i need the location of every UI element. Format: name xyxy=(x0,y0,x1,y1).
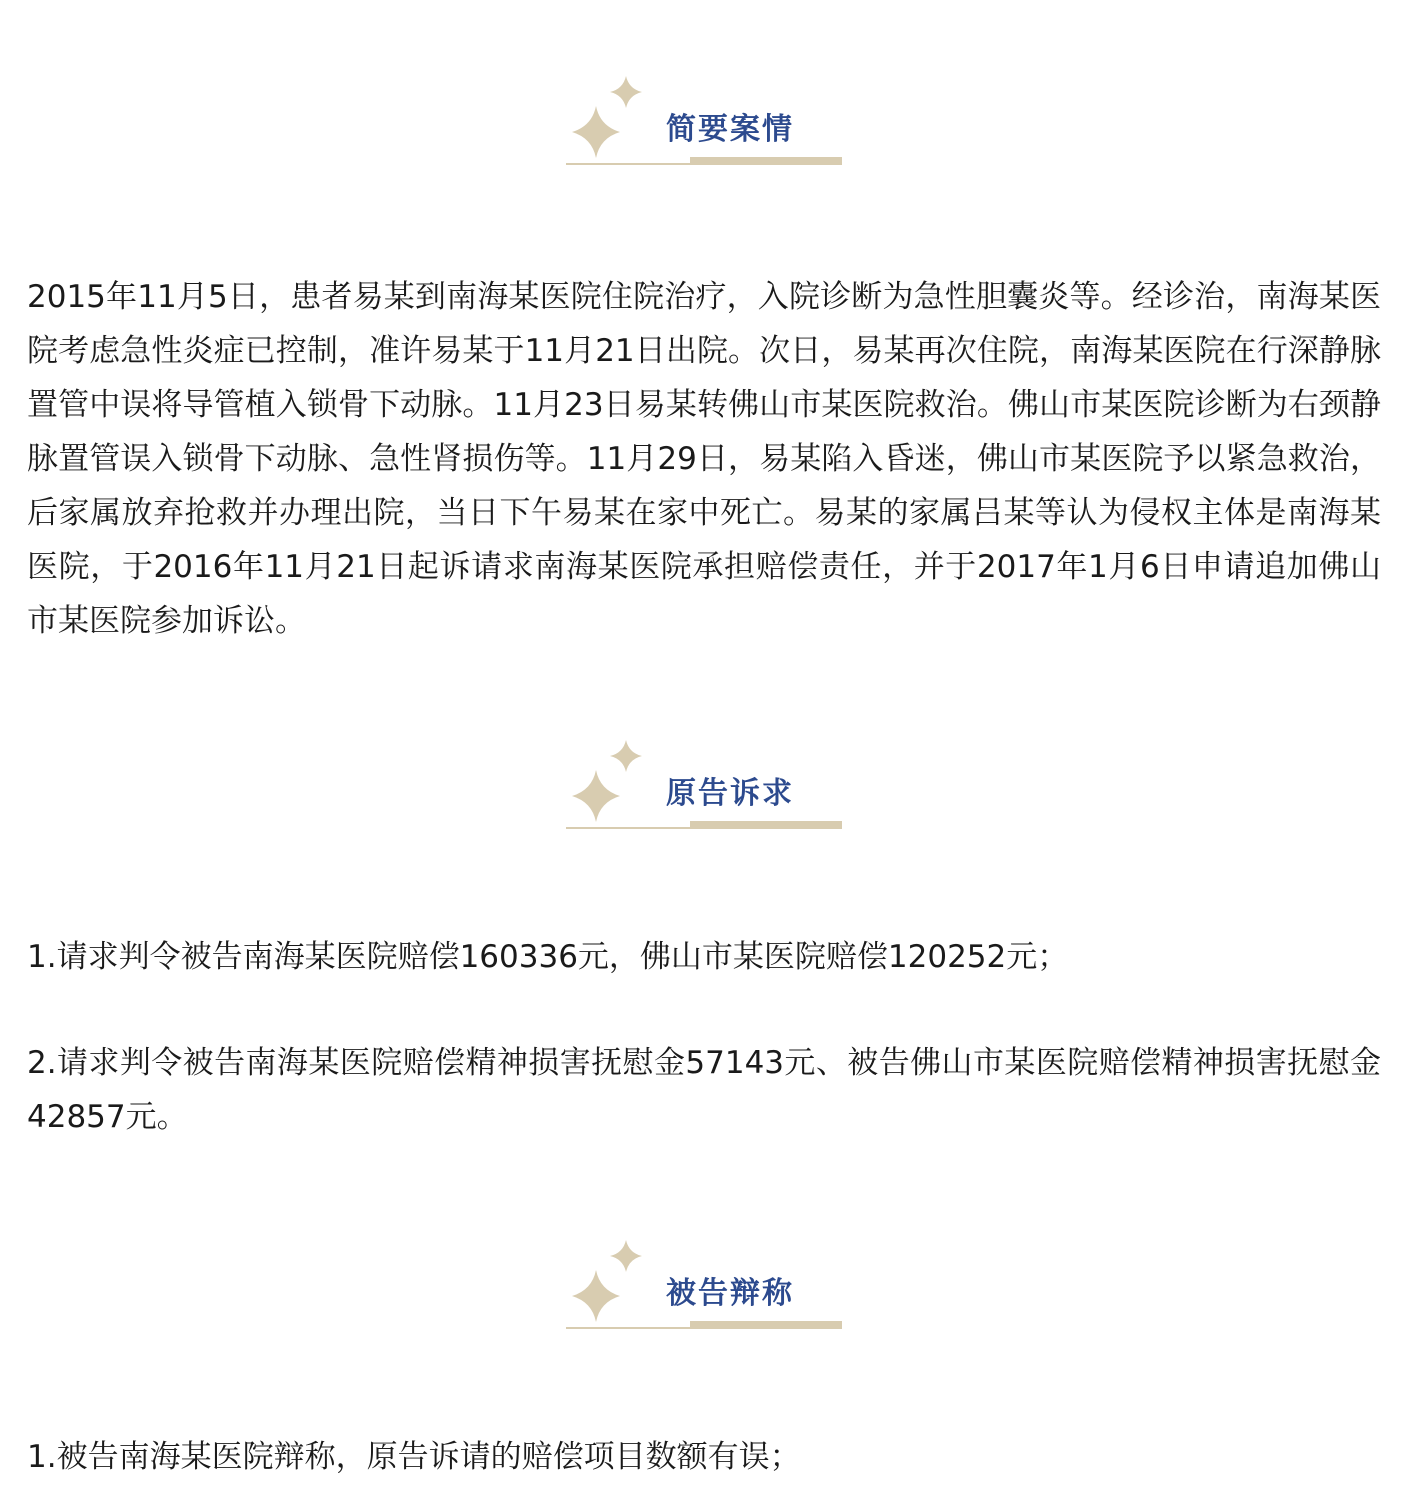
sparkle-icon xyxy=(560,1240,650,1332)
section-title: 简要案情 xyxy=(666,112,794,147)
section-header-plaintiff-claims xyxy=(560,740,850,840)
title-underline-accent xyxy=(690,157,842,164)
section-title: 被告辩称 xyxy=(666,1276,794,1311)
case-summary-paragraph: 2015年11月5日，患者易某到南海某医院住院治疗，入院诊断为急性胆囊炎等。经诊治，南海某医院考虑急性炎症已控制，准许易某于11月21日出院。次日，易某再次住院，南海某医院在行深静脉置管中误将导管植入锁骨下动脉。11月23日易某转佛山市某医院救治。佛山市某医院诊断为右颈静脉置管误入锁骨下动脉、急性肾损伤等。11月29日，易某陷入昏迷，佛山市某医院予以紧急救治，后家属放弃抢救并办理出院，当日下午易某在家中死亡。易某的家属吕某等认为侵权主体是南海某医院，于2016年11月21日起诉请求南海某医院承担赔偿责任，并于2017年1月6日申请追加佛山市某医院参加诉讼。 xyxy=(27,279,1381,639)
section-header-case-summary xyxy=(560,76,850,176)
title-underline-accent xyxy=(690,1321,842,1328)
plaintiff-claim-2: 2.请求判令被告南海某医院赔偿精神损害抚慰金57143元、被告佛山市某医院赔偿精神损害抚慰金42857元。 xyxy=(27,1045,1381,1135)
sparkle-icon xyxy=(560,76,650,168)
sparkle-icon xyxy=(560,740,650,832)
plaintiff-claim-1: 1.请求判令被告南海某医院赔偿160336元，佛山市某医院赔偿120252元； xyxy=(27,939,1069,975)
section-title: 原告诉求 xyxy=(666,776,794,811)
defendant-statement-1: 1.被告南海某医院辩称，原告诉请的赔偿项目数额有误； xyxy=(27,1439,801,1475)
section-header-defendant-statement xyxy=(560,1240,850,1340)
title-underline-accent xyxy=(690,821,842,828)
